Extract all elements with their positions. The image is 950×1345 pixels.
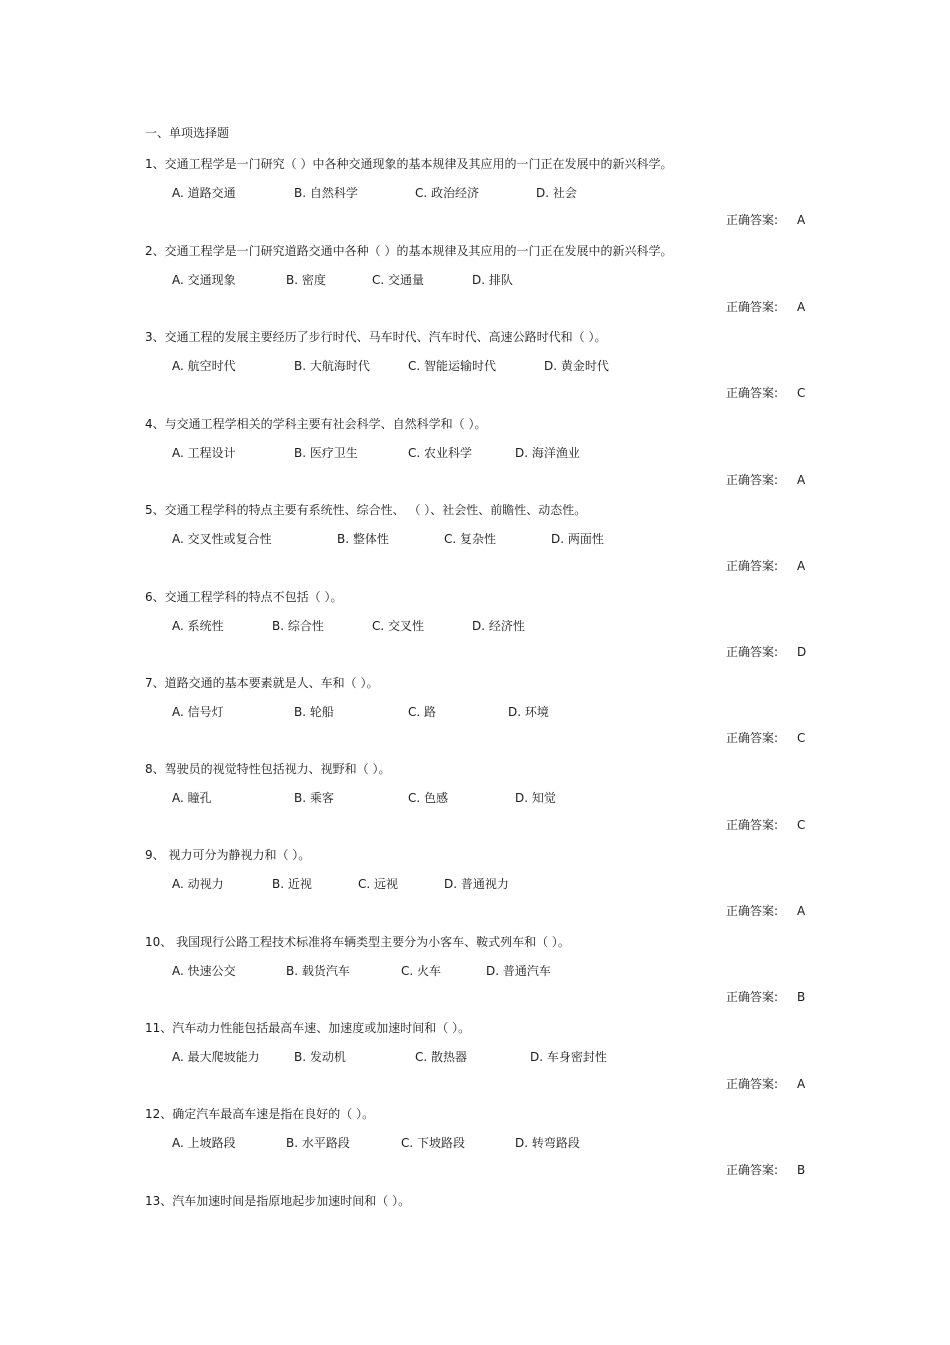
answer-value: A xyxy=(797,1077,806,1091)
option-b: B. 大航海时代 xyxy=(294,359,370,373)
answer-value: A xyxy=(797,213,806,227)
answer-value: A xyxy=(797,473,806,487)
option-b: B. 自然科学 xyxy=(294,186,358,200)
option-a: A. 交通现象 xyxy=(172,273,236,287)
option-b: B. 乘客 xyxy=(294,791,334,805)
answer-value: C xyxy=(797,386,806,400)
answer-label: 正确答案: xyxy=(726,213,779,227)
option-d: D. 社会 xyxy=(536,186,577,200)
answer-label: 正确答案: xyxy=(726,904,779,918)
option-d: D. 普通视力 xyxy=(444,877,509,891)
option-b: B. 轮船 xyxy=(294,705,334,719)
option-b: B. 发动机 xyxy=(294,1050,346,1064)
option-a: A. 上坡路段 xyxy=(172,1136,236,1150)
question-text: 7、道路交通的基本要素就是人、车和（ ）。 xyxy=(145,676,379,690)
answer-value: A xyxy=(797,559,806,573)
option-c: C. 智能运输时代 xyxy=(408,359,497,373)
option-b: B. 综合性 xyxy=(272,619,324,633)
option-d: D. 知觉 xyxy=(515,791,556,805)
option-d: D. 环境 xyxy=(508,705,549,719)
option-c: C. 交叉性 xyxy=(372,619,425,633)
answer-label: 正确答案: xyxy=(726,559,779,573)
question-text: 6、交通工程学科的特点不包括（ ）。 xyxy=(145,590,343,604)
question-text: 4、与交通工程学相关的学科主要有社会科学、自然科学和（ ）。 xyxy=(145,417,487,431)
option-d: D. 海洋渔业 xyxy=(515,446,580,460)
question-text: 10、 我国现行公路工程技术标准将车辆类型主要分为小客车、鞍式列车和（ ）。 xyxy=(145,935,570,949)
option-b: B. 近视 xyxy=(272,877,312,891)
answer-value: B xyxy=(797,990,806,1004)
option-a: A. 工程设计 xyxy=(172,446,236,460)
option-c: C. 政治经济 xyxy=(415,186,480,200)
answer-label: 正确答案: xyxy=(726,731,779,745)
answer-label: 正确答案: xyxy=(726,300,779,314)
question-text: 5、交通工程学科的特点主要有系统性、综合性、 （ ）、社会性、前瞻性、动态性。 xyxy=(145,503,587,517)
question-text: 11、汽车动力性能包括最高车速、加速度或加速时间和（ ）。 xyxy=(145,1021,471,1035)
answer-value: A xyxy=(797,904,806,918)
option-b: B. 水平路段 xyxy=(286,1136,350,1150)
option-d: D. 转弯路段 xyxy=(515,1136,580,1150)
section-title: 一、单项选择题 xyxy=(145,126,230,140)
answer-label: 正确答案: xyxy=(726,1077,779,1091)
option-b: B. 密度 xyxy=(286,273,326,287)
option-a: A. 动视力 xyxy=(172,877,224,891)
question-text: 2、交通工程学是一门研究道路交通中各种（ ）的基本规律及其应用的一门正在发展中的新兴科学。 xyxy=(145,244,673,258)
option-a: A. 系统性 xyxy=(172,619,224,633)
answer-value: C xyxy=(797,818,806,832)
answer-value: B xyxy=(797,1163,806,1177)
option-c: C. 色感 xyxy=(408,791,449,805)
question-text: 9、 视力可分为静视力和（ ）。 xyxy=(145,848,311,862)
option-a: A. 交叉性或复合性 xyxy=(172,532,272,546)
option-b: B. 医疗卫生 xyxy=(294,446,358,460)
option-c: C. 路 xyxy=(408,705,437,719)
answer-label: 正确答案: xyxy=(726,990,779,1004)
answer-value: D xyxy=(797,645,807,659)
option-d: D. 黄金时代 xyxy=(544,359,609,373)
option-a: A. 信号灯 xyxy=(172,705,224,719)
option-d: D. 经济性 xyxy=(472,619,525,633)
option-b: B. 整体性 xyxy=(337,532,389,546)
answer-value: A xyxy=(797,300,806,314)
option-a: A. 航空时代 xyxy=(172,359,236,373)
answer-value: C xyxy=(797,731,806,745)
answer-label: 正确答案: xyxy=(726,645,779,659)
option-c: C. 复杂性 xyxy=(444,532,497,546)
option-c: C. 农业科学 xyxy=(408,446,473,460)
option-d: D. 普通汽车 xyxy=(486,964,551,978)
answer-label: 正确答案: xyxy=(726,386,779,400)
option-d: D. 两面性 xyxy=(551,532,604,546)
option-d: D. 排队 xyxy=(472,273,513,287)
option-a: A. 瞳孔 xyxy=(172,791,212,805)
answer-label: 正确答案: xyxy=(726,1163,779,1177)
option-b: B. 载货汽车 xyxy=(286,964,350,978)
answer-label: 正确答案: xyxy=(726,473,779,487)
option-c: C. 火车 xyxy=(401,964,442,978)
option-d: D. 车身密封性 xyxy=(530,1050,607,1064)
option-c: C. 交通量 xyxy=(372,273,425,287)
option-c: C. 远视 xyxy=(358,877,399,891)
question-text: 13、汽车加速时间是指原地起步加速时间和（ ）。 xyxy=(145,1194,411,1208)
question-text: 3、交通工程的发展主要经历了步行时代、马车时代、汽车时代、高速公路时代和（ ）。 xyxy=(145,330,607,344)
option-c: C. 散热器 xyxy=(415,1050,468,1064)
question-text: 8、驾驶员的视觉特性包括视力、视野和（ ）。 xyxy=(145,762,391,776)
option-a: A. 快速公交 xyxy=(172,964,236,978)
option-a: A. 最大爬坡能力 xyxy=(172,1050,260,1064)
option-a: A. 道路交通 xyxy=(172,186,236,200)
question-text: 12、确定汽车最高车速是指在良好的（ ）。 xyxy=(145,1107,375,1121)
question-text: 1、交通工程学是一门研究（ ）中各种交通现象的基本规律及其应用的一门正在发展中的新兴科学。 xyxy=(145,157,673,171)
answer-label: 正确答案: xyxy=(726,818,779,832)
option-c: C. 下坡路段 xyxy=(401,1136,466,1150)
